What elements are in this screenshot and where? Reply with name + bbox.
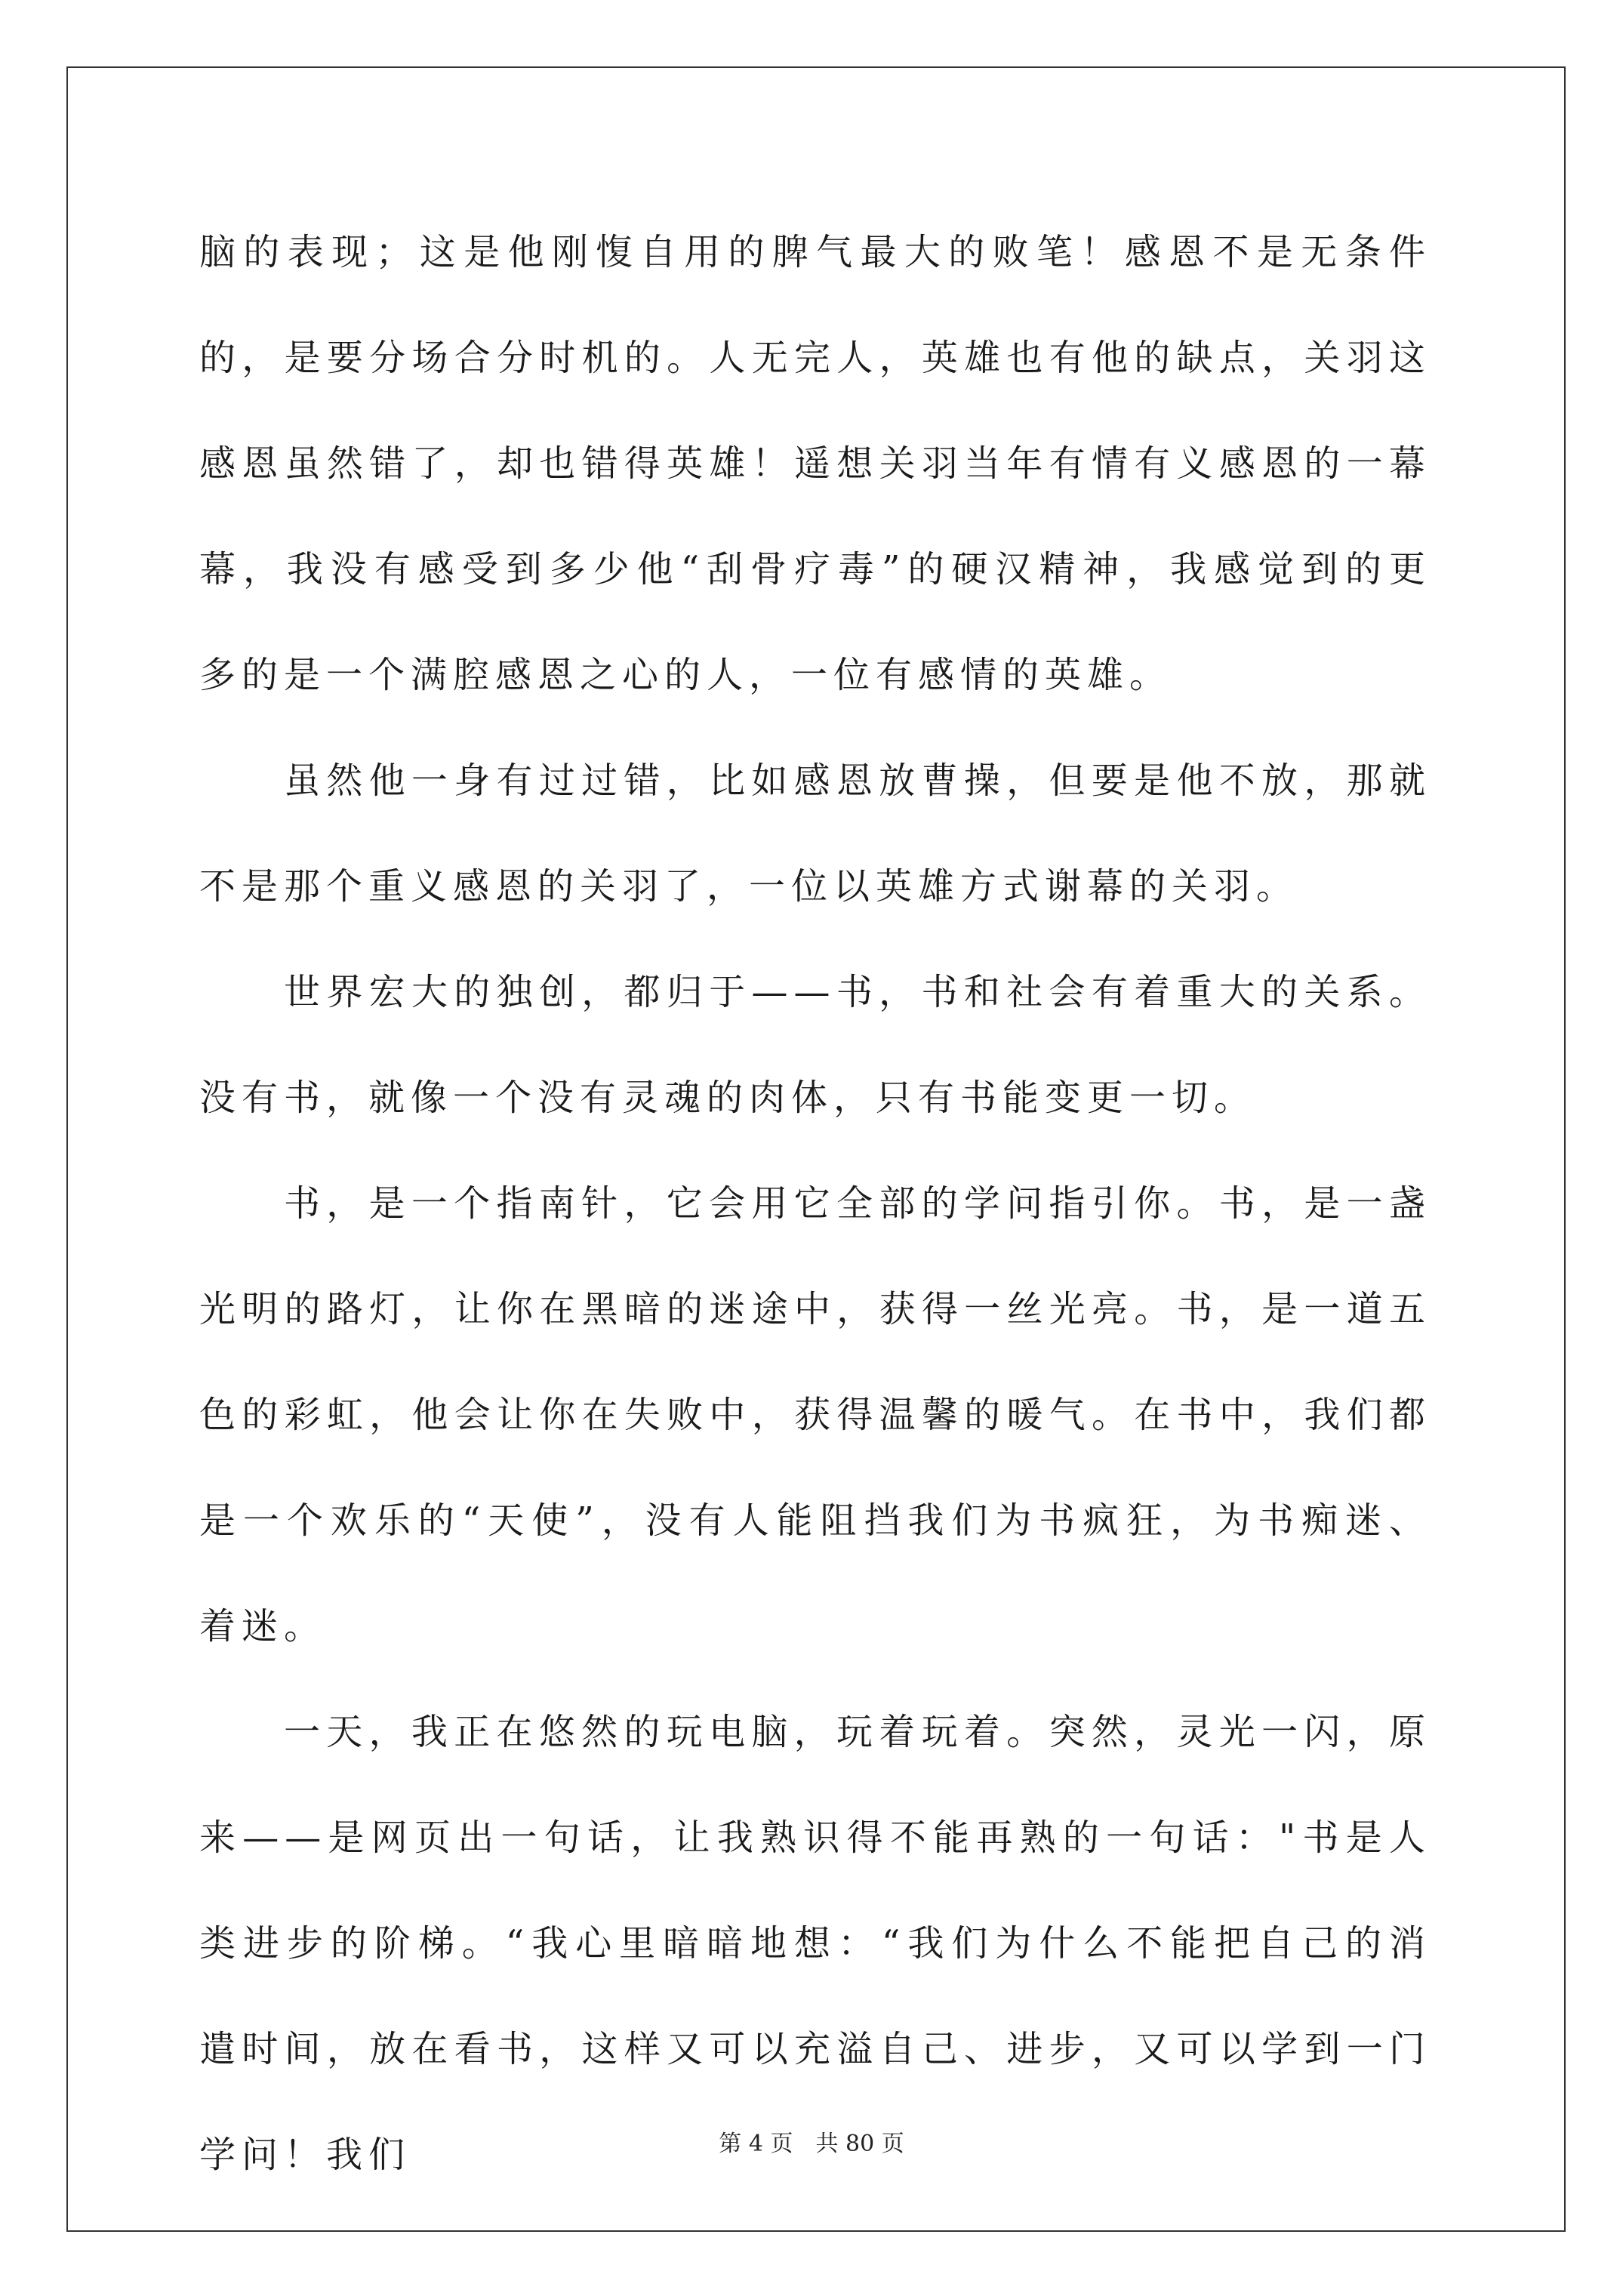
- page-footer: [0, 2129, 1623, 2159]
- page-total: 共 80 页: [815, 2131, 904, 2157]
- paragraph-4: 书，是一个指南针，它会用它全部的学问指引你。书，是一盏光明的路灯，让你在黑暗的迷途中，获得一丝光亮。书，是一道五色的彩虹，他会让你在失败中，获得温馨的暖气。在书中，我们都是一个欢乐的“天使”，没有人能阻挡我们为书疯狂，为书痴迷、着迷。: [199, 1182, 1431, 1647]
- paragraph-2: 虽然他一身有过过错，比如感恩放曹操，但要是他不放，那就不是那个重义感恩的关羽了，一位以英雄方式谢幕的关羽。: [199, 760, 1431, 908]
- paragraph-3: 世界宏大的独创，都归于——书，书和社会有着重大的关系。没有书，就像一个没有灵魂的肉体，只有书能变更一切。: [199, 971, 1431, 1119]
- document-body: [199, 199, 1431, 2208]
- page-number: 第 4 页: [719, 2131, 793, 2157]
- paragraph-5: 一天，我正在悠然的玩电脑，玩着玩着。突然，灵光一闪，原来——是网页出一句话，让我熟识得不能再熟的一句话："书是人类进步的阶梯。“我心里暗暗地想：“我们为什么不能把自己的消遣时间，放在看书，这样又可以充溢自己、进步，又可以学到一门学问！我们: [199, 1711, 1431, 2176]
- paragraph-1: 脑的表现；这是他刚愎自用的脾气最大的败笔！感恩不是无条件的，是要分场合分时机的。人无完人，英雄也有他的缺点，关羽这感恩虽然错了，却也错得英雄！遥想关羽当年有情有义感恩的一幕幕，我没有感受到多少他“刮骨疗毒”的硬汉精神，我感觉到的更多的是一个满腔感恩之心的人，一位有感情的英雄。: [199, 231, 1431, 696]
